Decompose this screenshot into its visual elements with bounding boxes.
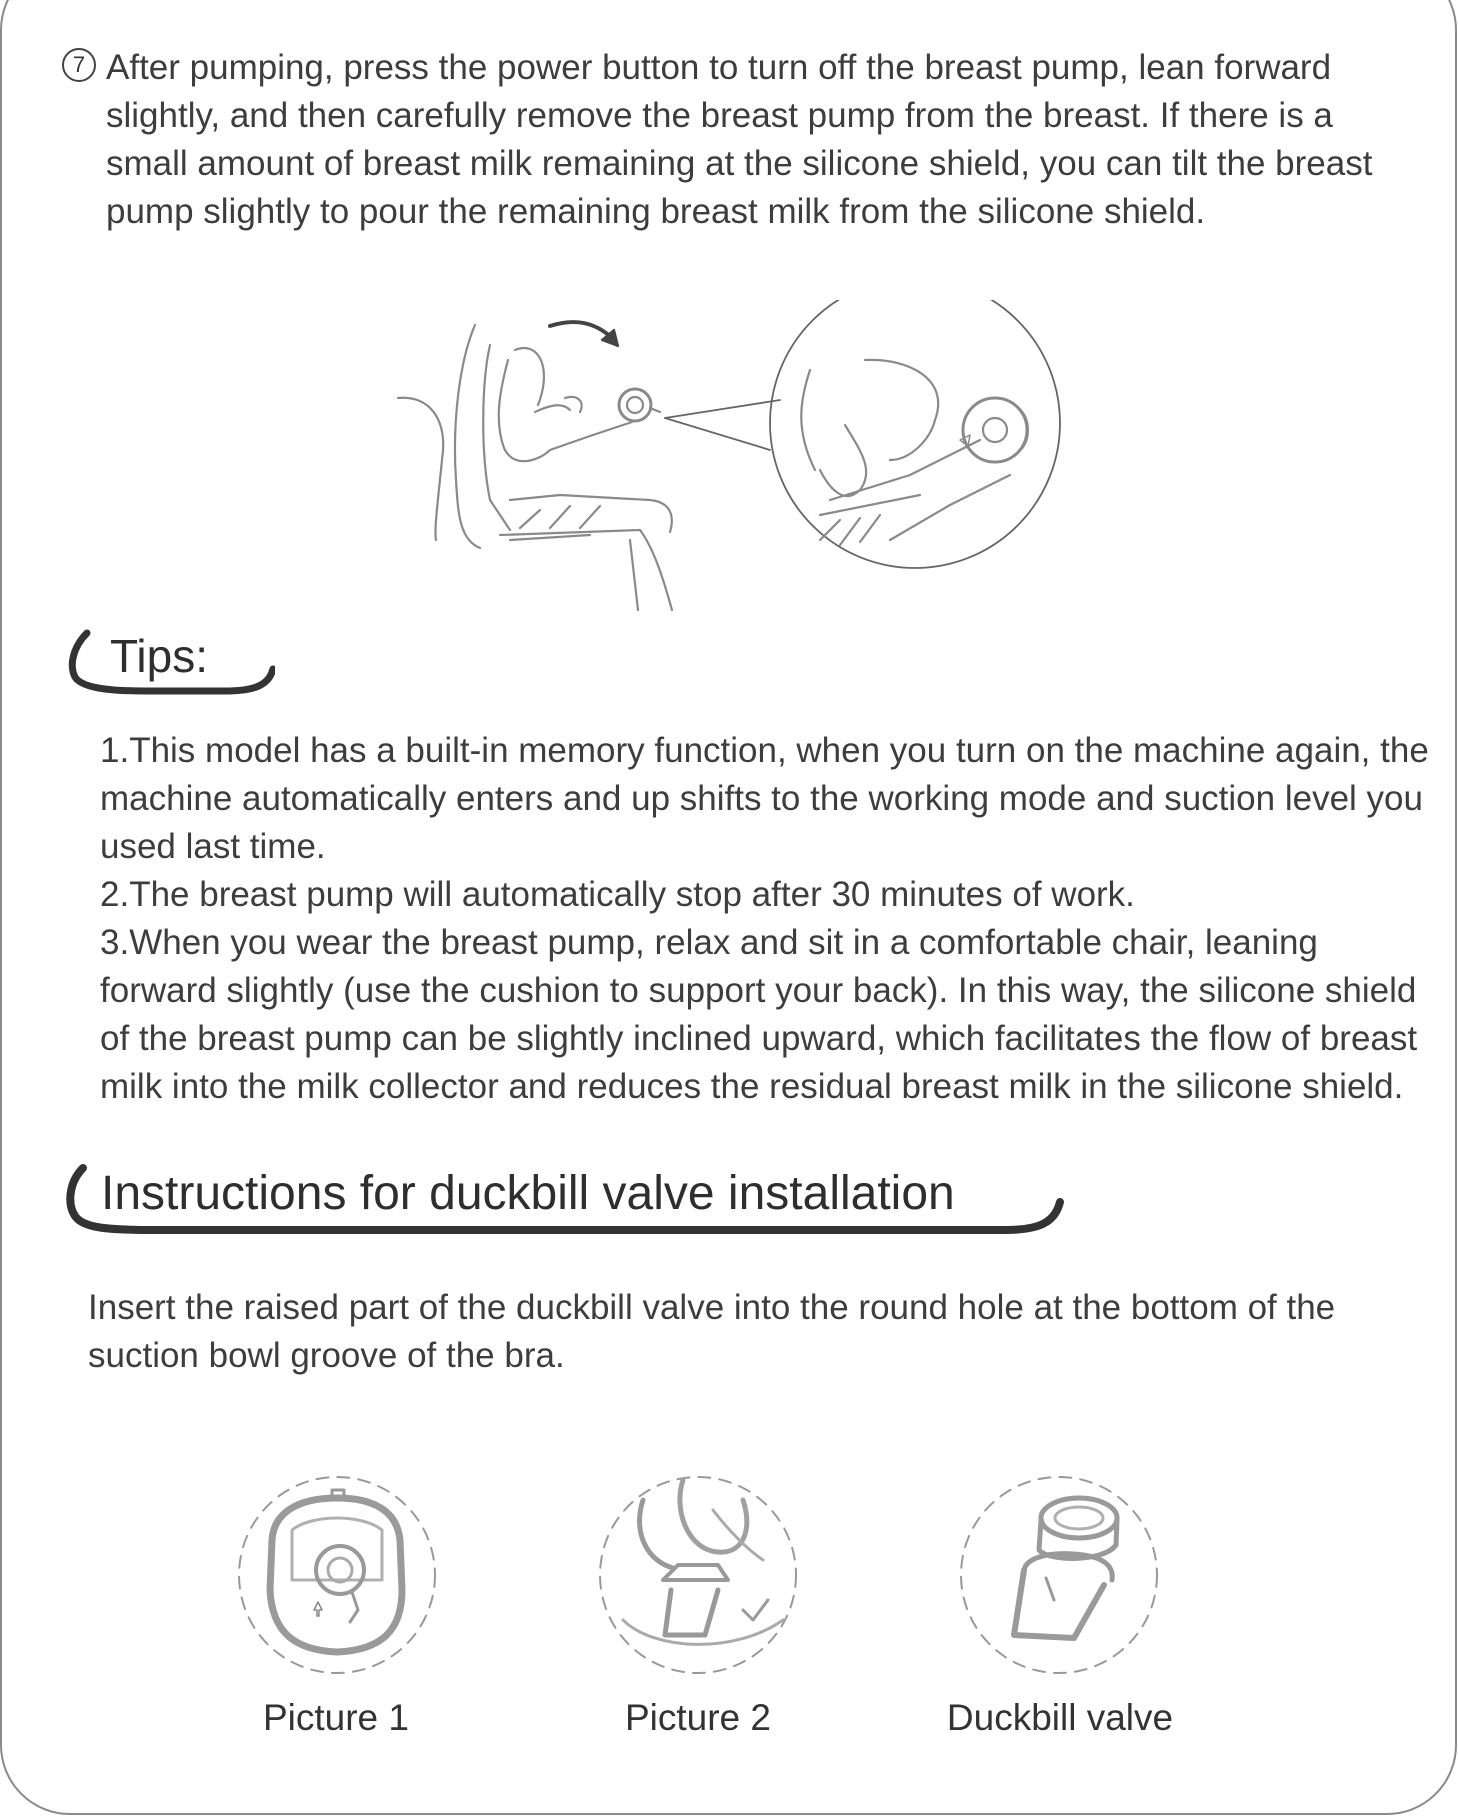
duckbill-heading-text: Instructions for duckbill valve installation [101, 1167, 955, 1220]
step-7-text: After pumping, press the power button to turn off the breast pump, lean forward slightly, and then carefully remove the breast pump from the breast. If there is a small amount of breast milk remaining at the silicone shield, you can tilt the breast pump slightly to pour the remaining breast milk from the silicone shield. [106, 48, 1373, 231]
tip-item: 3.When you wear the breast pump, relax and sit in a comfortable chair, leaning forward slightly (use the cushion to support your back). In this way, the silicone shield of the breast pump can be slightly inclined upward, which facilitates the flow of breast milk into the milk collector and reduces the residual breast milk in the silicone shield. [100, 923, 1418, 1106]
tips-heading [65, 625, 275, 705]
tips-list [100, 727, 1430, 1111]
duckbill-instruction: Insert the raised part of the duckbill valve into the round hole at the bottom of the suction bowl groove of the bra. [88, 1288, 1336, 1375]
tips-heading-text: Tips: [110, 630, 208, 682]
removing-pump-illustration [390, 300, 1070, 620]
picture-2-caption: Picture 2 [624, 1697, 771, 1738]
picture-1-caption: Picture 1 [262, 1697, 409, 1738]
tip-item: 2.The breast pump will automatically stop after 30 minutes of work. [100, 875, 1135, 914]
step-7 [62, 44, 1402, 236]
picture-1-illustration [232, 1470, 442, 1680]
tip-item: 1.This model has a built-in memory function, when you turn on the machine again, the machine automatically enters and up shifts to the working mode and suction level you used last time. [100, 731, 1429, 866]
duckbill-valve-caption: Duckbill valve [946, 1697, 1174, 1738]
duckbill-heading [65, 1160, 1065, 1240]
step-number-badge: 7 [62, 48, 96, 82]
duckbill-valve-illustration [954, 1470, 1164, 1680]
picture-2-illustration [593, 1470, 803, 1680]
